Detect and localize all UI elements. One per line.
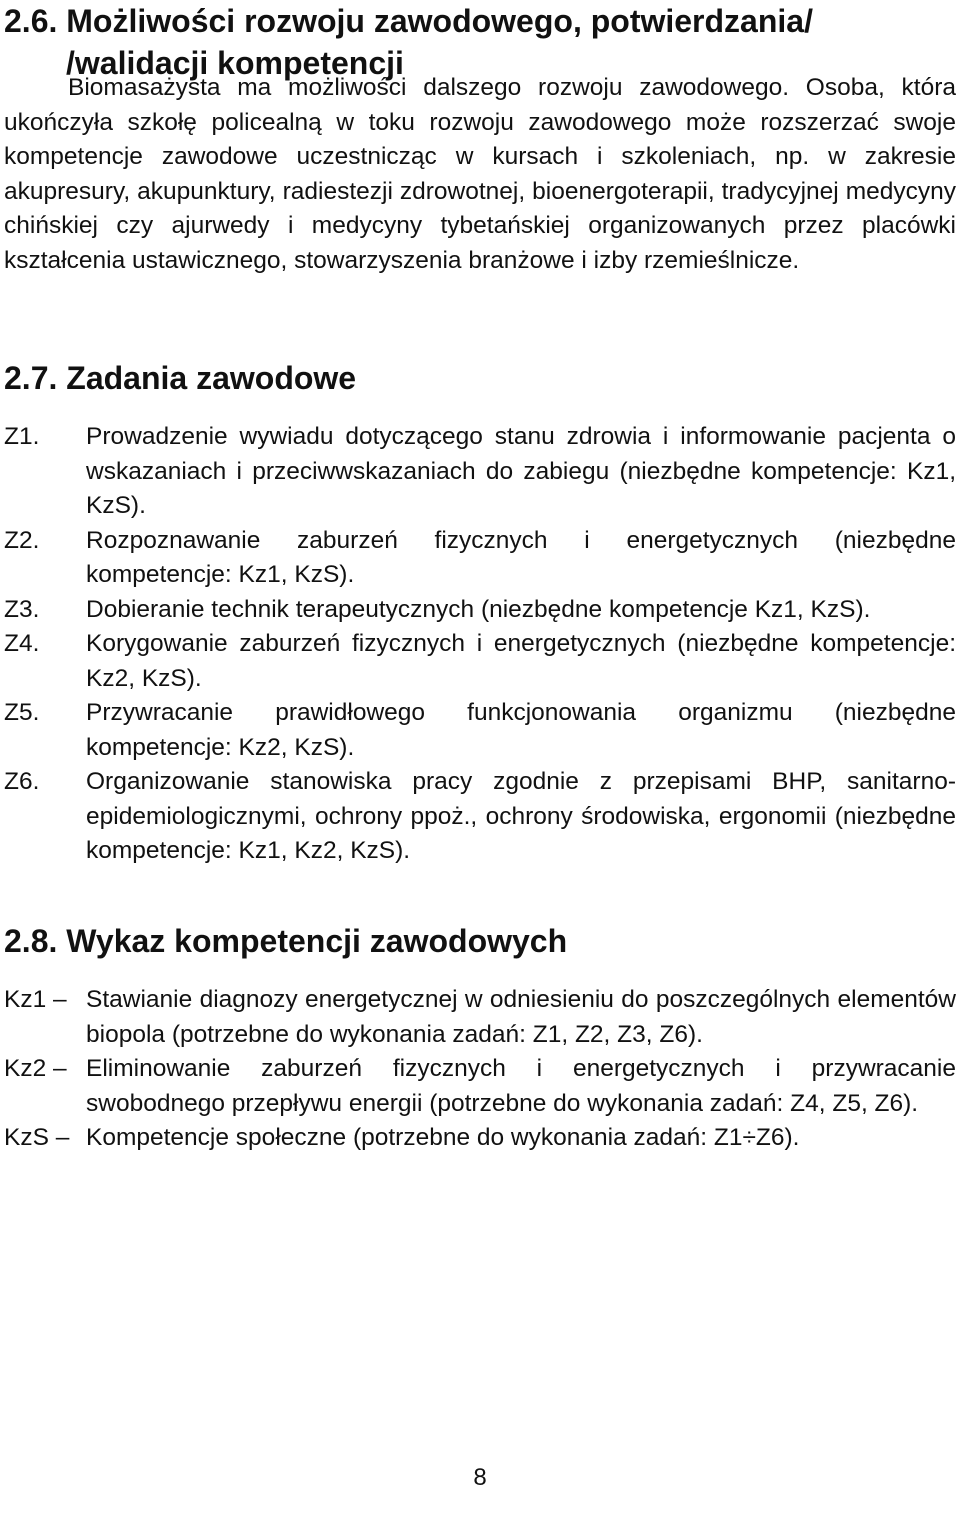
task-text: Rozpoznawanie zaburzeń fizycznych i energetycznych (niezbędne kompetencje: Kz1, KzS). xyxy=(86,526,956,588)
competency-text: Stawianie diagnozy energetycznej w odniesieniu do poszczególnych elementów biopola (potrzebne do wykonania zadań: Z1, Z2, Z3, Z6). xyxy=(86,986,956,1048)
task-item-z5 xyxy=(4,696,956,765)
task-number: Z3. xyxy=(4,595,40,623)
task-number: Z6. xyxy=(4,768,40,795)
task-item-z4 xyxy=(4,627,956,696)
competency-text: Kompetencje społeczne (potrzebne do wykonania zadań: Z1÷Z6). xyxy=(86,1124,800,1151)
competency-item-kz1 xyxy=(4,983,956,1052)
competency-text: Eliminowanie zaburzeń fizycznych i energetycznych i przywracanie swobodnego przepływu energii (potrzebne do wykonania zadań: Z4, Z5, Z6). xyxy=(86,1055,956,1117)
section-2-6-paragraph: Biomasażysta ma możliwości dalszego rozwoju zawodowego. Osoba, która ukończyła szkołę policealną w toku rozwoju zawodowego może rozszerzać swoje kompetencje zawodowe uczestnicząc w kursach i szkoleniach, np. w zakresie akupresury, akupunktury, radiestezji zdrowotnej, bioenergoterapii, tradycyjnej medycyny chińskiej czy ajurwedy i medycyny tybetańskiej organizowanych przez placówki kształcenia ustawicznego, stowarzyszenia branżowe i izby rzemieślnicze. xyxy=(4,74,956,274)
task-item-z1 xyxy=(4,420,956,524)
competency-code: Kz2 – xyxy=(4,1055,67,1082)
task-text: Dobieranie technik terapeutycznych (niezbędne kompetencje Kz1, KzS). xyxy=(86,595,871,623)
section-2-6-title-line2: /walidacji kompetencji xyxy=(66,45,404,81)
task-item-z6 xyxy=(4,765,956,869)
competency-item-kzs xyxy=(4,1121,956,1156)
task-item-z3 xyxy=(4,593,956,628)
tasks-list xyxy=(4,420,956,869)
competency-item-kz2 xyxy=(4,1052,956,1121)
task-number: Z4. xyxy=(4,630,40,657)
task-number: Z1. xyxy=(4,423,40,450)
competency-code: Kz1 – xyxy=(4,986,67,1013)
task-text: Organizowanie stanowiska pracy zgodnie z przepisami BHP, sanitarno-epidemiologicznymi, ochrony ppoż., ochrony środowiska, ergonomii (niezbędne kompetencje: Kz1, Kz2, KzS). xyxy=(86,768,956,864)
task-number: Z5. xyxy=(4,699,40,726)
competencies-list xyxy=(4,983,956,1156)
competency-code: KzS – xyxy=(4,1124,70,1151)
section-2-6-title-line1: 2.6. Możliwości rozwoju zawodowego, potwierdzania/ xyxy=(4,3,813,39)
task-text: Prowadzenie wywiadu dotyczącego stanu zdrowia i informowanie pacjenta o wskazaniach i przeciwwskazaniach do zabiegu (niezbędne kompetencje: Kz1, KzS). xyxy=(86,423,956,519)
section-2-8-heading: 2.8. Wykaz kompetencji zawodowych xyxy=(4,923,568,959)
section-2-7-heading: 2.7. Zadania zawodowe xyxy=(4,360,357,396)
task-number: Z2. xyxy=(4,526,40,554)
task-item-z2 xyxy=(4,524,956,593)
task-text: Przywracanie prawidłowego funkcjonowania organizmu (niezbędne kompetencje: Kz2, KzS). xyxy=(86,699,956,761)
task-text: Korygowanie zaburzeń fizycznych i energetycznych (niezbędne kompetencje: Kz2, KzS). xyxy=(86,630,956,692)
page-number: 8 xyxy=(473,1464,487,1491)
